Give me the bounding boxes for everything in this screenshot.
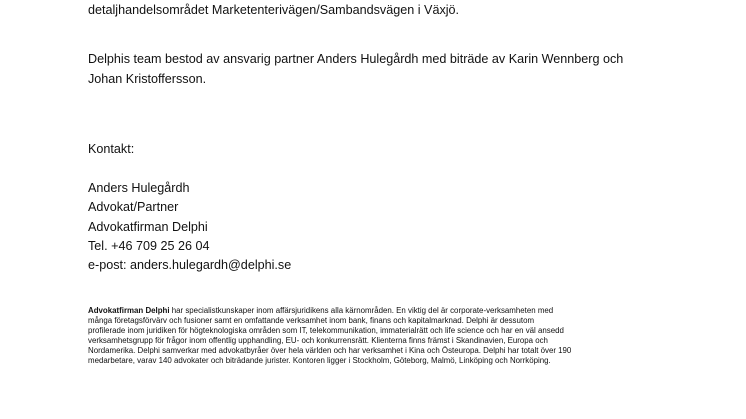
team-line-1: Delphis team bestod av ansvarig partner Anders Hulegårdh med biträde av Karin Wennberg och xyxy=(88,52,624,66)
company-boilerplate xyxy=(88,306,668,367)
team-line-2: Johan Kristoffersson. xyxy=(88,71,207,86)
footer-line-6: medarbetare, varav 140 advokater och biträdande jurister. Kontoren ligger i Stockholm, Göteborg, Malmö, Linköping och Norrköping. xyxy=(88,356,551,366)
contact-email: e-post: anders.hulegardh@delphi.se xyxy=(88,258,292,273)
footer-line-1-text: har specialistkunskaper inom affärsjuridikens alla kärnområden. En viktig del är corporate-verksamheten med xyxy=(169,306,554,315)
contact-heading-text: Kontakt: xyxy=(88,142,135,156)
contact-role: Advokat/Partner xyxy=(88,200,179,215)
intro-paragraph-tail xyxy=(88,1,459,21)
footer-line-4: verksamhetsgrupp för frågor inom offentlig upphandling, EU- och konkurrensrätt. Klienterna finns främst i Skandinavien, Europa och xyxy=(88,336,548,346)
footer-line-2: många företagsförvärv och fusioner samt en omfattande verksamhet inom bank, finans och kapitalmarknad. Delphi är dessutom xyxy=(88,316,535,326)
contact-block xyxy=(88,179,291,275)
footer-line-1 xyxy=(88,306,668,316)
contact-phone: Tel. +46 709 25 26 04 xyxy=(88,238,210,253)
contact-heading xyxy=(88,140,134,160)
footer-firm-name: Advokatfirman Delphi xyxy=(88,306,170,315)
contact-firm: Advokatfirman Delphi xyxy=(88,219,208,234)
footer-line-3: profilerade inom juridiken för högteknologiska områden som IT, telekommunikation, immaterialrätt och life science och har en väl ansedd xyxy=(88,326,564,336)
team-paragraph xyxy=(88,50,623,89)
contact-name: Anders Hulegårdh xyxy=(88,181,190,195)
intro-line: detaljhandelsområdet Marketenterivägen/Sambandsvägen i Växjö. xyxy=(88,3,460,17)
footer-line-5: Nordamerika. Delphi samverkar med advokatbyråer över hela världen och har verksamhet i Kina och Östeuropa. Delphi har totalt över 190 xyxy=(88,346,572,356)
